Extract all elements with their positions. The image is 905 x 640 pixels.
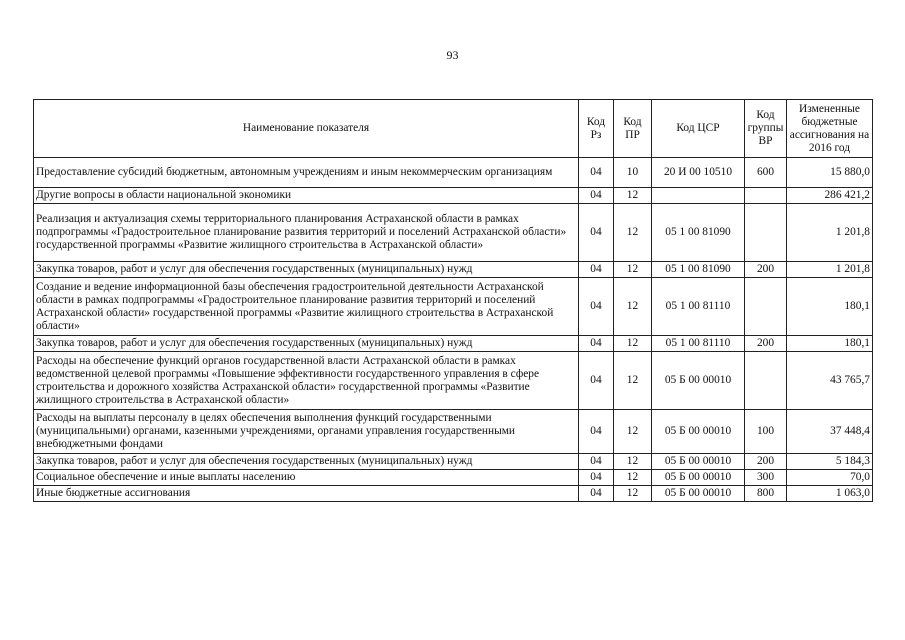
row-name: Иные бюджетные ассигнования [34, 486, 579, 502]
table-row [34, 158, 873, 188]
row-vr [745, 352, 787, 410]
row-rz: 04 [579, 410, 614, 454]
row-name: Социальное обеспечение и иные выплаты населению [34, 470, 579, 486]
row-amount: 1 201,8 [787, 262, 873, 278]
row-pr: 12 [614, 188, 652, 204]
row-rz: 04 [579, 336, 614, 352]
row-rz: 04 [579, 204, 614, 262]
row-amount: 1 201,8 [787, 204, 873, 262]
row-name: Предоставление субсидий бюджетным, автономным учреждениям и иным некоммерческим организациям [34, 158, 579, 188]
table-row [34, 336, 873, 352]
row-csr: 05 1 00 81110 [652, 336, 745, 352]
row-pr: 12 [614, 278, 652, 336]
row-amount: 37 448,4 [787, 410, 873, 454]
row-rz: 04 [579, 188, 614, 204]
row-name: Закупка товаров, работ и услуг для обеспечения государственных (муниципальных) нужд [34, 336, 579, 352]
row-pr: 12 [614, 204, 652, 262]
row-amount: 43 765,7 [787, 352, 873, 410]
row-pr: 12 [614, 470, 652, 486]
row-pr: 12 [614, 262, 652, 278]
table-row [34, 454, 873, 470]
row-rz: 04 [579, 454, 614, 470]
row-csr: 05 Б 00 00010 [652, 454, 745, 470]
row-name: Расходы на обеспечение функций органов государственной власти Астраханской области в рамках ведомственной целевой программы «Повышение эффективности государственного управления в сфере строительства и дорожного хозяйства Астраханской области» государственной программы «Развитие жилищного строительства в Астраханской области» [34, 352, 579, 410]
row-amount: 5 184,3 [787, 454, 873, 470]
table-row [34, 262, 873, 278]
row-vr [745, 278, 787, 336]
row-csr: 05 Б 00 00010 [652, 486, 745, 502]
row-amount: 1 063,0 [787, 486, 873, 502]
table-header-row [34, 100, 873, 158]
table-row [34, 204, 873, 262]
header-rz: Код Рз [579, 100, 614, 158]
table-row [34, 486, 873, 502]
row-csr: 05 1 00 81090 [652, 204, 745, 262]
row-amount: 70,0 [787, 470, 873, 486]
row-csr: 05 Б 00 00010 [652, 352, 745, 410]
table-row [34, 470, 873, 486]
header-pr: Код ПР [614, 100, 652, 158]
row-pr: 12 [614, 410, 652, 454]
row-amount: 180,1 [787, 336, 873, 352]
budget-table [33, 99, 873, 502]
row-vr: 800 [745, 486, 787, 502]
row-vr [745, 188, 787, 204]
row-csr: 20 И 00 10510 [652, 158, 745, 188]
row-vr: 600 [745, 158, 787, 188]
row-rz: 04 [579, 352, 614, 410]
row-csr: 05 1 00 81090 [652, 262, 745, 278]
row-rz: 04 [579, 158, 614, 188]
row-rz: 04 [579, 262, 614, 278]
row-name: Закупка товаров, работ и услуг для обеспечения государственных (муниципальных) нужд [34, 262, 579, 278]
row-csr: 05 1 00 81110 [652, 278, 745, 336]
row-vr: 200 [745, 262, 787, 278]
table-row [34, 278, 873, 336]
row-pr: 12 [614, 352, 652, 410]
row-pr: 12 [614, 336, 652, 352]
row-pr: 12 [614, 486, 652, 502]
row-name: Создание и ведение информационной базы обеспечения градостроительной деятельности Астраханской области в рамках подпрограммы «Градостроительное планирование развития территорий и поселений Астраханской области» государственной программы «Развитие жилищного строительства в Астраханской области» [34, 278, 579, 336]
row-vr [745, 204, 787, 262]
row-vr: 100 [745, 410, 787, 454]
table-row [34, 188, 873, 204]
row-pr: 10 [614, 158, 652, 188]
row-name: Реализация и актуализация схемы территориального планирования Астраханской области в рамках подпрограммы «Градостроительное планирование развития территорий и поселений Астраханской области» государственной программы «Развитие жилищного строительства в Астраханской области» [34, 204, 579, 262]
row-amount: 15 880,0 [787, 158, 873, 188]
row-vr: 300 [745, 470, 787, 486]
table-row [34, 410, 873, 454]
row-name: Расходы на выплаты персоналу в целях обеспечения выполнения функций государственными (муниципальными) органами, казенными учреждениями, органами управления государственными внебюджетными фондами [34, 410, 579, 454]
row-rz: 04 [579, 470, 614, 486]
row-rz: 04 [579, 486, 614, 502]
row-pr: 12 [614, 454, 652, 470]
header-amount: Измененные бюджетные ассигнования на 2016 год [787, 100, 873, 158]
row-amount: 180,1 [787, 278, 873, 336]
table-row [34, 352, 873, 410]
header-csr: Код ЦСР [652, 100, 745, 158]
row-vr: 200 [745, 336, 787, 352]
page-number: 93 [446, 48, 459, 62]
header-vr: Код группы ВР [745, 100, 787, 158]
row-csr [652, 188, 745, 204]
row-rz: 04 [579, 278, 614, 336]
row-csr: 05 Б 00 00010 [652, 410, 745, 454]
row-amount: 286 421,2 [787, 188, 873, 204]
header-name: Наименование показателя [34, 100, 579, 158]
row-name: Другие вопросы в области национальной экономики [34, 188, 579, 204]
row-csr: 05 Б 00 00010 [652, 470, 745, 486]
row-name: Закупка товаров, работ и услуг для обеспечения государственных (муниципальных) нужд [34, 454, 579, 470]
row-vr: 200 [745, 454, 787, 470]
